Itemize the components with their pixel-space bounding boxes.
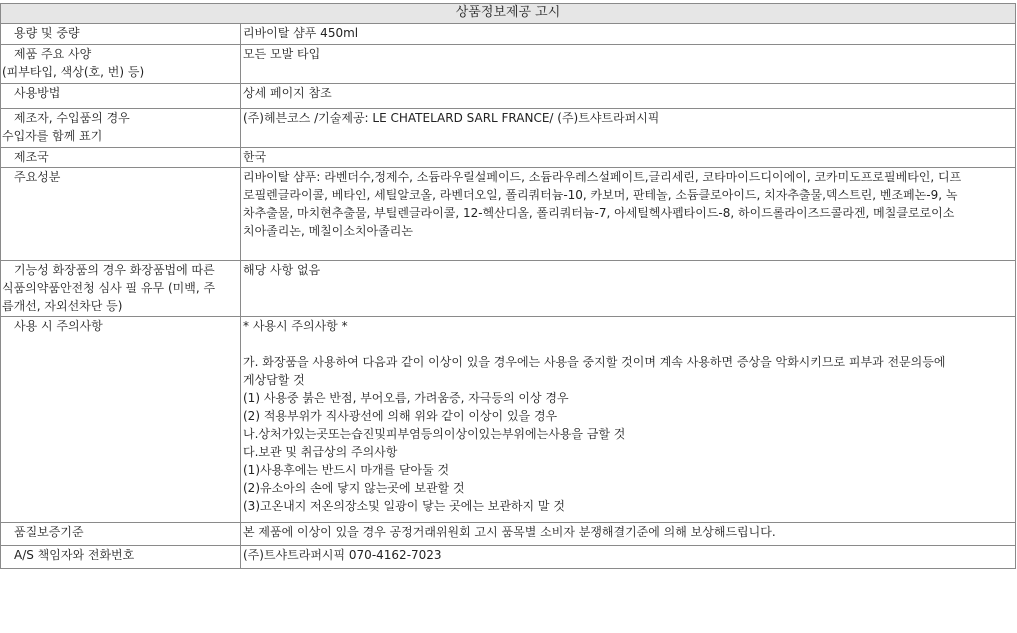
label-line: 사용 시 주의사항 xyxy=(14,319,103,333)
row-label xyxy=(1,109,241,148)
label-line: 제조국 xyxy=(14,150,49,164)
value-line: (2)유소아의 손에 닿지 않는곳에 보관할 것 xyxy=(243,481,465,495)
title-row xyxy=(1,4,1016,24)
label-line: (피부타입, 색상(호, 번) 등) xyxy=(2,65,145,79)
value-line: 가. 화장품을 사용하여 다음과 같이 이상이 있을 경우에는 사용을 중지할 것이며 계속 사용하면 증상을 악화시키므로 피부과 전문의등에 xyxy=(243,355,946,369)
value-line: 본 제품에 이상이 있을 경우 공정거래위원회 고시 품목별 소비자 분쟁해결기준에 의해 보상해드립니다. xyxy=(243,525,776,539)
row-value xyxy=(241,109,1016,148)
row-value xyxy=(241,45,1016,84)
table-title: 상품정보제공 고시 xyxy=(1,4,1016,24)
value-line: (주)트샤트라퍼시픽 070-4162-7023 xyxy=(243,548,442,562)
value-line: 한국 xyxy=(243,150,267,164)
row-value xyxy=(241,24,1016,45)
label-line: 품질보증기준 xyxy=(14,525,84,539)
value-line: (1)사용후에는 반드시 마개를 닫아둘 것 xyxy=(243,463,450,477)
row-label xyxy=(1,168,241,261)
value-line: (2) 적용부위가 직사광선에 의해 위와 같이 이상이 있을 경우 xyxy=(243,409,558,423)
label-line: A/S 책임자와 전화번호 xyxy=(14,548,135,562)
table-row xyxy=(1,546,1016,569)
row-label xyxy=(1,45,241,84)
value-line xyxy=(243,335,1015,353)
value-line: 나.상처가있는곳또는습진및피부염등의이상이있는부위에는사용을 금할 것 xyxy=(243,427,626,441)
row-label xyxy=(1,523,241,546)
row-label xyxy=(1,317,241,523)
label-line: 사용방법 xyxy=(14,86,61,100)
label-line: 기능성 화장품의 경우 화장품법에 따른 xyxy=(14,263,215,277)
table-row xyxy=(1,45,1016,84)
row-value xyxy=(241,148,1016,168)
value-line: 모든 모발 타입 xyxy=(243,47,321,61)
label-line: 용량 및 중량 xyxy=(14,26,80,40)
row-value xyxy=(241,546,1016,569)
value-line: 해당 사항 없음 xyxy=(243,263,321,277)
value-line: (3)고온내지 저온의장소및 일광이 닿는 곳에는 보관하지 말 것 xyxy=(243,499,565,513)
label-line: 제조자, 수입품의 경우 xyxy=(14,111,130,125)
label-line: 름개선, 자외선차단 등) xyxy=(2,299,123,313)
label-line: 제품 주요 사양 xyxy=(14,47,92,61)
table-row xyxy=(1,24,1016,45)
value-line: 차추출물, 마치현추출물, 부틸렌글라이콜, 12-헥산디올, 폴리쿼터늄-7, 아세틸헥사펩타이드-8, 하이드롤라이즈드콜라겐, 메칠클로로이소 xyxy=(243,206,955,220)
table-row xyxy=(1,109,1016,148)
table-body xyxy=(1,24,1016,569)
row-label xyxy=(1,148,241,168)
value-line: (주)헤븐코스 /기술제공: LE CHATELARD SARL FRANCE/ (주)트샤트라퍼시픽 xyxy=(243,111,660,125)
row-value xyxy=(241,168,1016,261)
row-label xyxy=(1,24,241,45)
value-line: 게상담할 것 xyxy=(243,373,305,387)
row-label xyxy=(1,546,241,569)
row-label xyxy=(1,84,241,109)
label-line: 식품의약품안전청 심사 필 유무 (미백, 주 xyxy=(2,281,216,295)
table-row xyxy=(1,523,1016,546)
table-row xyxy=(1,148,1016,168)
table-row xyxy=(1,317,1016,523)
row-value xyxy=(241,523,1016,546)
row-label xyxy=(1,261,241,317)
value-line: 로필렌글라이콜, 베타인, 세틸알코올, 라벤더오일, 폴리쿼터늄-10, 카보머, 판테놀, 소듐클로아이드, 치자추출물,덱스트린, 벤조페논-9, 녹 xyxy=(243,188,958,202)
table-row xyxy=(1,168,1016,261)
value-line: * 사용시 주의사항 * xyxy=(243,319,348,333)
row-value xyxy=(241,261,1016,317)
table-row xyxy=(1,261,1016,317)
value-line: 리바이탈 샴푸: 라벤더수,정제수, 소듐라우릴설페이드, 소듐라우레스설페이트,글리세린, 코타마이드디이에이, 코카미도프로필베타인, 디프 xyxy=(243,170,962,184)
value-line: 상세 페이지 참조 xyxy=(243,86,332,100)
table-row xyxy=(1,84,1016,109)
value-line: 치아졸리논, 메칠이소치아졸리논 xyxy=(243,224,413,238)
value-line: 다.보관 및 취급상의 주의사항 xyxy=(243,445,398,459)
row-value xyxy=(241,317,1016,523)
product-info-table xyxy=(0,3,1016,569)
value-line: 리바이탈 샴푸 450ml xyxy=(243,26,359,40)
value-line: (1) 사용중 붉은 반점, 부어오름, 가려움증, 자극등의 이상 경우 xyxy=(243,391,569,405)
label-line: 주요성분 xyxy=(14,170,61,184)
row-value xyxy=(241,84,1016,109)
label-line: 수입자를 함께 표기 xyxy=(2,129,103,143)
